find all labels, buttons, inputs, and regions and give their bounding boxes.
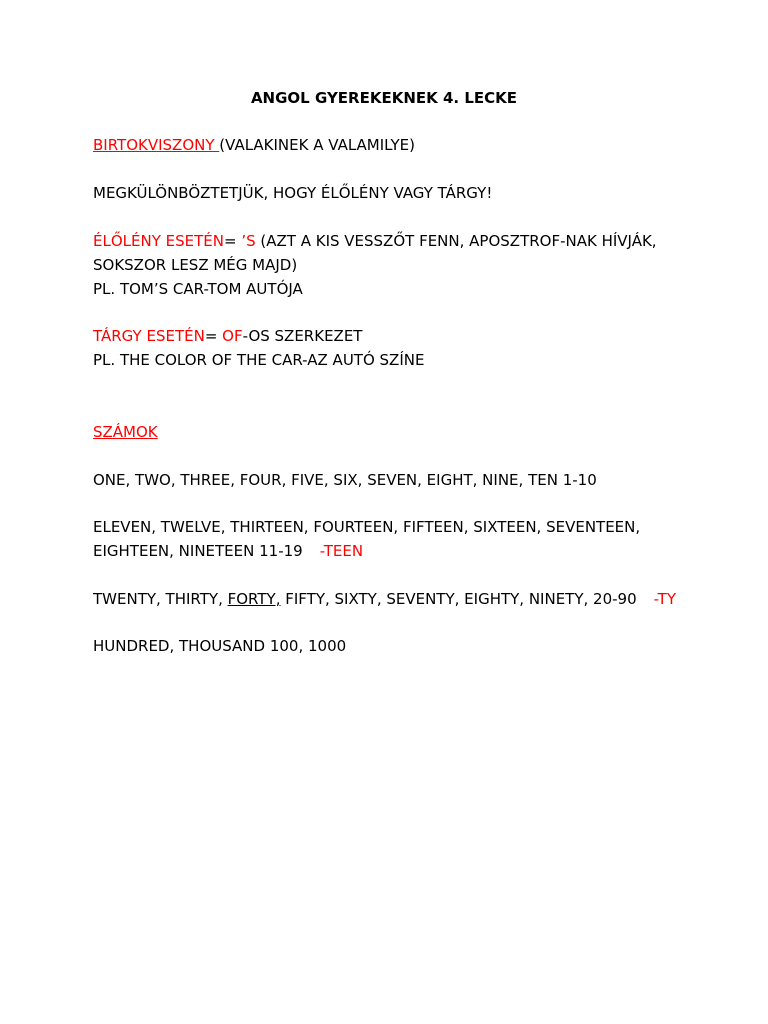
- birtokviszony-line: [93, 136, 415, 154]
- numbers-1-10: ONE, TWO, THREE, FOUR, FIVE, SIX, SEVEN, EIGHT, NINE, TEN 1-10: [93, 471, 597, 489]
- targy-rest: -OS SZERKEZET: [242, 327, 363, 345]
- targy-eq: =: [204, 327, 223, 345]
- eloleny-line: [93, 232, 657, 250]
- birtokviszony-paren: (VALAKINEK A VALAMILYE): [219, 136, 416, 154]
- eloleny-eq: =: [223, 232, 242, 250]
- hundreds-line: HUNDRED, THOUSAND 100, 1000: [93, 637, 347, 655]
- tens-forty: FORTY,: [227, 590, 281, 608]
- eloleny-label: ÉLŐLÉNY ESETÉN: [93, 232, 224, 250]
- tens-text-b: FIFTY, SIXTY, SEVENTY, EIGHTY, NINETY, 20-90: [280, 590, 637, 608]
- tens-suffix: -TY: [653, 590, 676, 608]
- tens-text-a: TWENTY, THIRTY,: [93, 590, 228, 608]
- page-title: ANGOL GYEREKEKNEK 4. LECKE: [250, 89, 518, 107]
- eloleny-line-2: SOKSZOR LESZ MÉG MAJD): [93, 256, 298, 274]
- eloleny-marker: ’S: [241, 232, 256, 250]
- targy-marker: OF: [222, 327, 243, 345]
- teens-line-1: ELEVEN, TWELVE, THIRTEEN, FOURTEEN, FIFTEEN, SIXTEEN, SEVENTEEN,: [93, 518, 641, 536]
- tens-line: [93, 590, 676, 608]
- targy-label: TÁRGY ESETÉN: [93, 327, 205, 345]
- teens-suffix: -TEEN: [319, 542, 364, 560]
- targy-example: PL. THE COLOR OF THE CAR-AZ AUTÓ SZÍNE: [93, 351, 425, 369]
- birtokviszony-heading: BIRTOKVISZONY: [93, 136, 220, 154]
- eloleny-example: PL. TOM’S CAR-TOM AUTÓJA: [93, 280, 303, 298]
- eloleny-rest: (AZT A KIS VESSZŐT FENN, APOSZTROF-NAK HÍVJÁK,: [255, 232, 657, 250]
- distinction-line: MEGKÜLÖNBÖZTETJÜK, HOGY ÉLŐLÉNY VAGY TÁRGY!: [93, 184, 493, 202]
- teens-line-2: [93, 542, 363, 560]
- teens-text: EIGHTEEN, NINETEEN 11-19: [93, 542, 303, 560]
- targy-line: [93, 327, 362, 345]
- szamok-heading: [93, 423, 158, 441]
- szamok-heading-text: SZÁMOK: [93, 423, 158, 441]
